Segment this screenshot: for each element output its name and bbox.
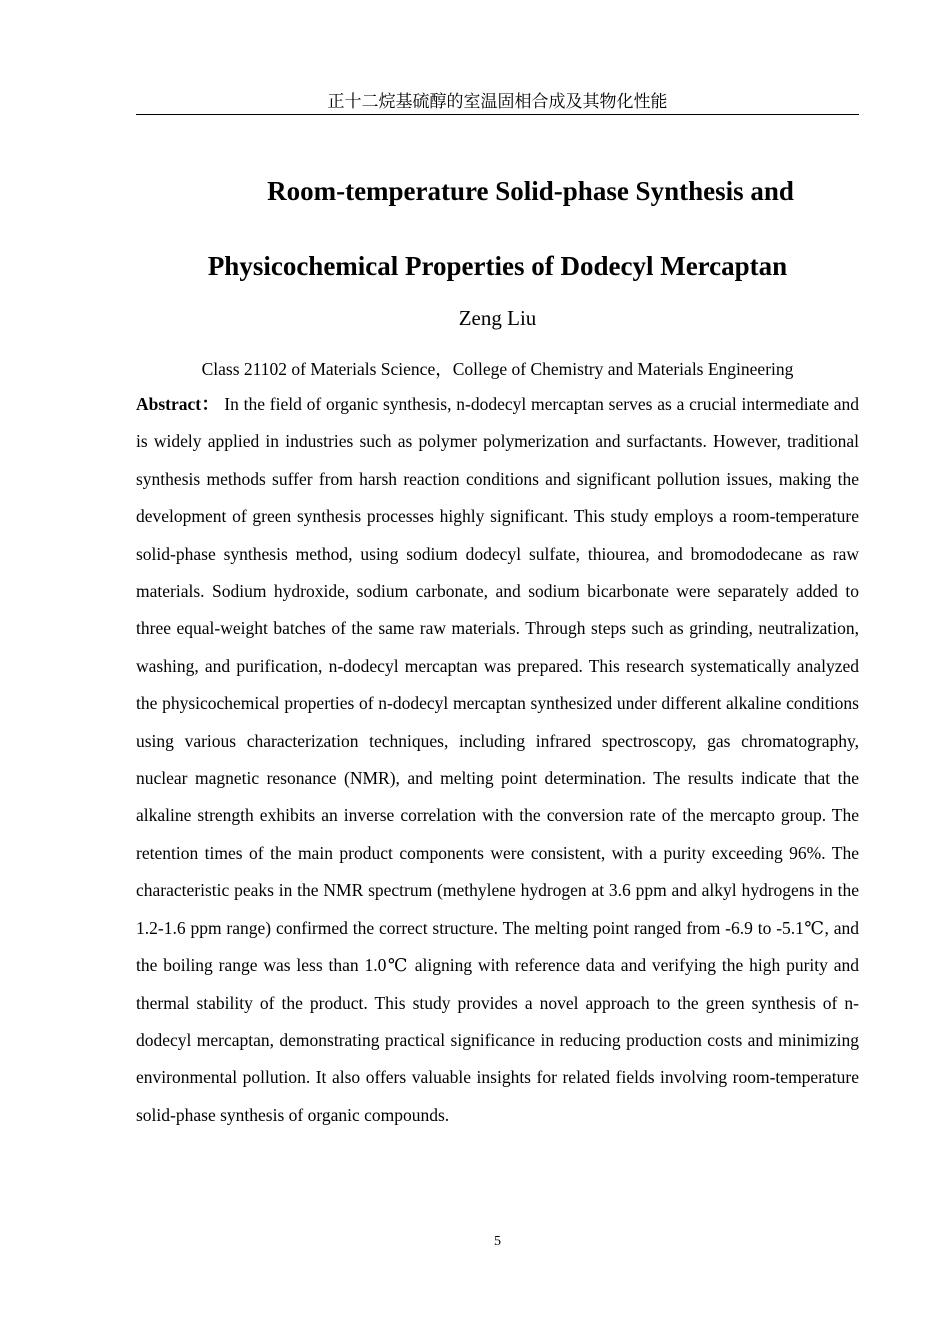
author-name: Zeng Liu	[458, 306, 537, 330]
abstract-text: In the field of organic synthesis, n-dodecyl mercaptan serves as a crucial intermediate and is widely applied in industries such as polymer polymerization and surfactants. However, traditional synthesis methods suffer from harsh reaction conditions and significant pollution issues, making the development of green synthesis processes highly significant. This study employs a room-temperature solid-phase synthesis method, using sodium dodecyl sulfate, thiourea, and bromododecane as raw materials. Sodium hydroxide, sodium carbonate, and sodium bicarbonate were separately added to three equal-weight batches of the same raw materials. Through steps such as grinding, neutralization, washing, and purification, n-dodecyl mercaptan was prepared. This research systematically analyzed the physicochemical properties of n-dodecyl mercaptan synthesized under different alkaline conditions using various characterization techniques, including infrared spectroscopy, gas chromatography, nuclear magnetic resonance (NMR), and melting point determination. The results indicate that the alkaline strength exhibits an inverse correlation with the conversion rate of the mercapto group. The retention times of the main product components were consistent, with a purity exceeding 96%. The characteristic peaks in the NMR spectrum (methylene hydrogen at 3.6 ppm and alkyl hydrogens in the 1.2-1.6 ppm range) confirmed the correct structure. The melting point ranged from -6.9 to -5.1℃, and the boiling range was less than 1.0℃ aligning with reference data and verifying the high purity and thermal stability of the product. This study provides a novel approach to the green synthesis of n-dodecyl mercaptan, demonstrating practical significance in reducing production costs and minimizing environmental pollution. It also offers valuable insights for related fields involving room-temperature solid-phase synthesis of organic compounds.	[136, 394, 860, 1125]
page-number: 5	[494, 1234, 501, 1249]
abstract	[136, 386, 859, 1134]
paper-title-line-2: Physicochemical Properties of Dodecyl Mercaptan	[207, 251, 788, 281]
paper-title	[136, 154, 859, 304]
paper-title-line-1: Room-temperature Solid-phase Synthesis and	[267, 176, 794, 206]
author-affiliation: Class 21102 of Materials Science，College of Chemistry and Materials Engineering	[201, 359, 794, 379]
running-header: 正十二烷基硫醇的室温固相合成及其物化性能	[136, 90, 859, 115]
abstract-label: Abstract：	[136, 394, 220, 414]
